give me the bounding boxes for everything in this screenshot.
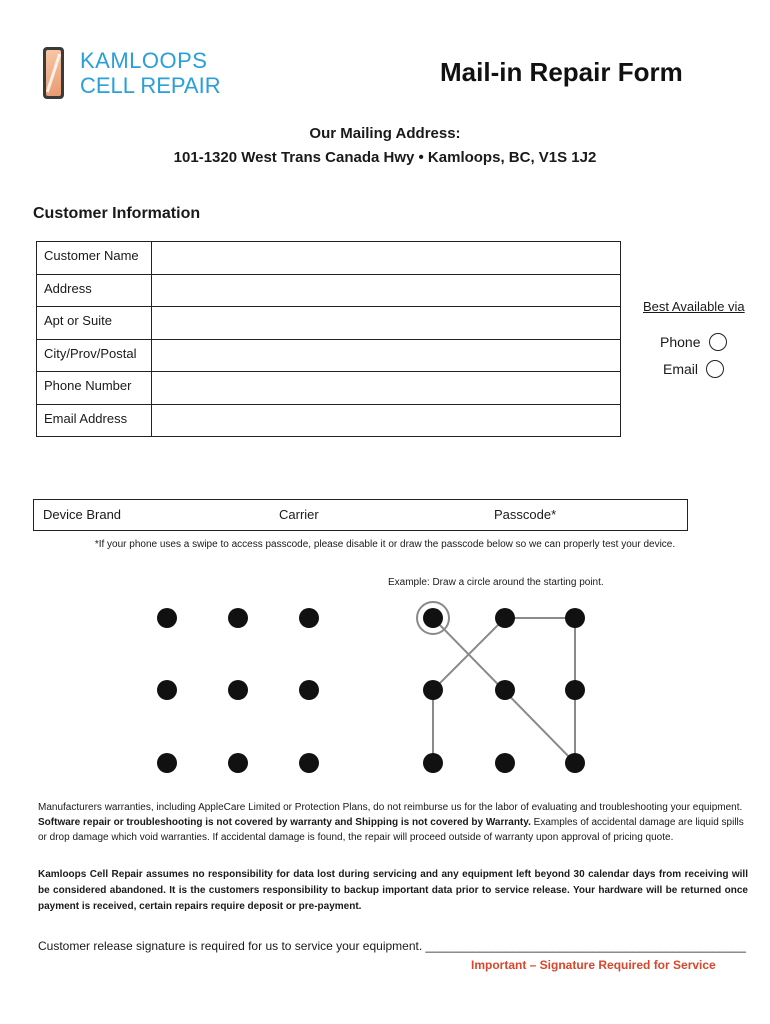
pattern-dot bbox=[228, 680, 248, 700]
address-line: 101-1320 West Trans Canada Hwy • Kamloops, BC, V1S 1J2 bbox=[173, 149, 597, 166]
pattern-dot bbox=[157, 753, 177, 773]
field-label-address: Address bbox=[37, 274, 152, 307]
signature-row bbox=[38, 939, 746, 953]
important-note: Important – Signature Required for Service bbox=[471, 958, 716, 972]
pattern-dot bbox=[423, 608, 443, 628]
warranty-text-1: Manufacturers warranties, including AppleCare Limited or Protection Plans, do not reimburse us for the labor of evaluating and troubleshooting your equipment. bbox=[38, 802, 743, 813]
passcode-note: *If your phone uses a swipe to access passcode, please disable it or draw the passcode below so we can properly test your device. bbox=[94, 539, 676, 550]
pattern-dot bbox=[495, 680, 515, 700]
example-pattern-grid bbox=[417, 602, 585, 773]
liability-paragraph: Kamloops Cell Repair assumes no responsibility for data lost during servicing and any equipment left beyond 30 calendar days from receiving will be considered abandoned. It is the customers responsibility to backup important data prior to service release. Your hardware will be returned once payment is received, certain repairs require deposit or pre-payment. bbox=[38, 869, 748, 912]
warranty-text-2: Examples of accidental damage are liquid spills or drop damage which void warranties. If accidental damage is found, the repair will proceed outside of warranty upon approval of pricing quote. bbox=[38, 817, 744, 843]
pattern-dot bbox=[565, 680, 585, 700]
pattern-dot bbox=[157, 680, 177, 700]
logo-text-line2: CELL REPAIR bbox=[80, 73, 221, 98]
carrier-field[interactable]: Carrier bbox=[279, 507, 319, 522]
blank-pattern-grid[interactable] bbox=[157, 608, 319, 773]
pattern-dot bbox=[228, 608, 248, 628]
pattern-dot bbox=[495, 608, 515, 628]
signature-line[interactable]: ________________________________________________ bbox=[425, 939, 746, 953]
pattern-dot bbox=[157, 608, 177, 628]
passcode-field[interactable]: Passcode* bbox=[494, 507, 557, 522]
device-brand-field[interactable]: Device Brand bbox=[43, 507, 122, 522]
section-title-customer-info: Customer Information bbox=[33, 205, 201, 222]
field-label-phone: Phone Number bbox=[37, 372, 152, 405]
signature-text: Customer release signature is required for us to service your equipment. bbox=[38, 939, 423, 953]
pattern-dot bbox=[228, 753, 248, 773]
page-title: Mail-in Repair Form bbox=[440, 57, 683, 87]
pattern-dot bbox=[299, 608, 319, 628]
field-label-apt: Apt or Suite bbox=[37, 307, 152, 340]
logo-text-line1: KAMLOOPS bbox=[80, 48, 208, 73]
pattern-dot bbox=[299, 753, 319, 773]
pattern-dot bbox=[495, 753, 515, 773]
field-label-email: Email Address bbox=[37, 404, 152, 437]
option-label-phone: Phone bbox=[660, 334, 701, 350]
pattern-dot bbox=[565, 608, 585, 628]
example-note: Example: Draw a circle around the starting point. bbox=[388, 577, 604, 588]
pattern-dot bbox=[299, 680, 319, 700]
pattern-dot bbox=[565, 753, 585, 773]
address-heading: Our Mailing Address: bbox=[309, 125, 461, 142]
pattern-dot bbox=[423, 680, 443, 700]
warranty-paragraph bbox=[38, 800, 748, 845]
option-label-email: Email bbox=[663, 361, 699, 377]
pattern-dot bbox=[423, 753, 443, 773]
field-label-city: City/Prov/Postal bbox=[37, 339, 152, 372]
warranty-text-bold: Software repair or troubleshooting is not covered by warranty and Shipping is not covered by Warranty. bbox=[38, 817, 531, 828]
best-available-label: Best Available via bbox=[643, 299, 745, 314]
field-label-customer-name: Customer Name bbox=[37, 242, 152, 275]
